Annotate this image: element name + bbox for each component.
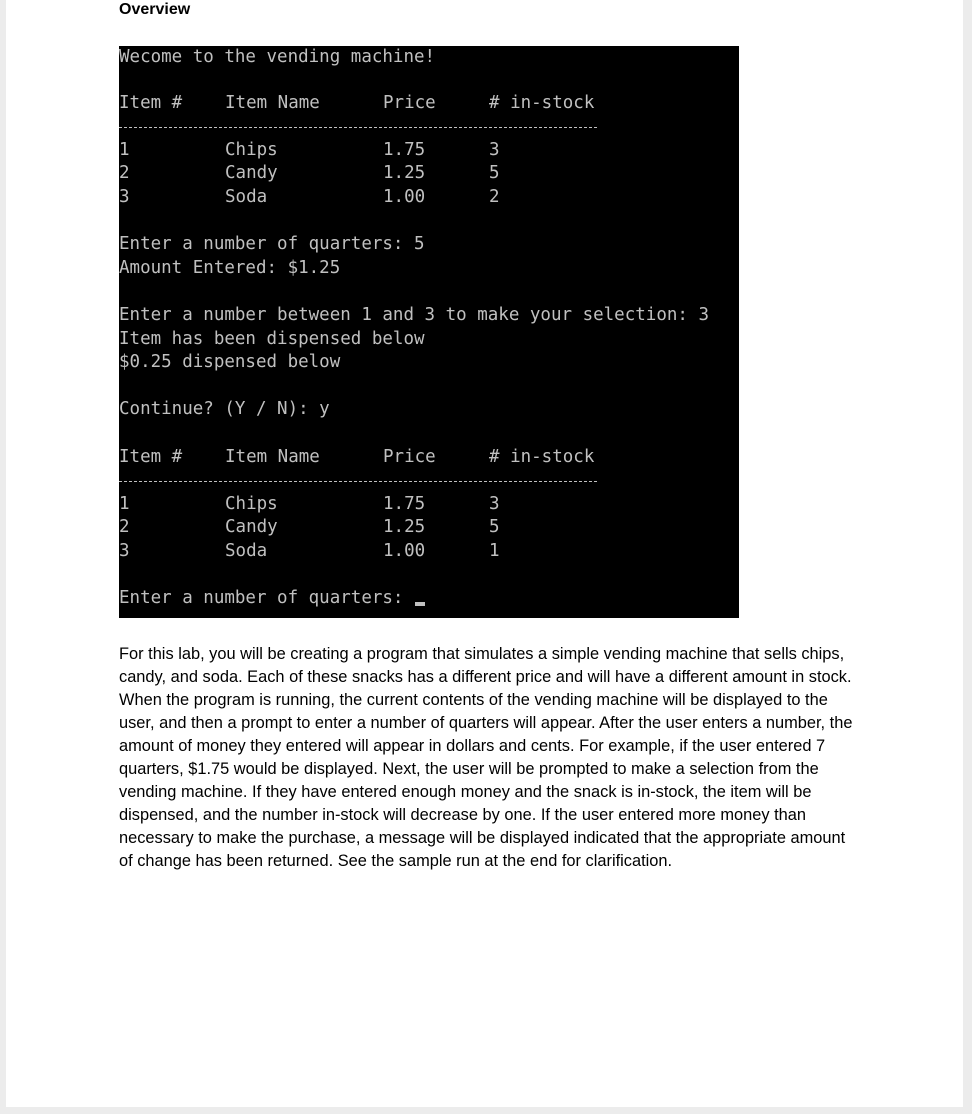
table-cell: 2	[119, 517, 130, 537]
table-cell: Chips	[225, 494, 278, 514]
table-cell: 1.75	[383, 140, 426, 160]
document-page	[6, 0, 963, 1107]
table-cell: 5	[489, 163, 500, 183]
header-item-number: Item #	[119, 447, 183, 467]
cursor-icon	[415, 602, 425, 606]
header-item-name: Item Name	[225, 447, 320, 467]
final-prompt-text: Enter a number of quarters:	[119, 588, 404, 608]
header-in-stock: # in-stock	[489, 93, 595, 113]
table-cell: 1.00	[383, 541, 426, 561]
table-cell: 1.00	[383, 187, 426, 207]
table-cell: 1.25	[383, 163, 426, 183]
table-cell: 1.25	[383, 517, 426, 537]
table-cell: Soda	[225, 187, 268, 207]
table-separator	[119, 481, 597, 482]
table-cell: 1	[119, 494, 130, 514]
section-heading: Overview	[119, 1, 191, 18]
header-item-name: Item Name	[225, 93, 320, 113]
header-price: Price	[383, 93, 436, 113]
table-cell: 1	[119, 140, 130, 160]
table-cell: 3	[119, 187, 130, 207]
table-cell: 2	[489, 187, 500, 207]
amount-entered-line: Amount Entered: $1.25	[119, 258, 341, 278]
table-cell: 1	[489, 541, 500, 561]
table-cell: Chips	[225, 140, 278, 160]
dispensed-line: Item has been dispensed below	[119, 329, 425, 349]
final-prompt-line	[119, 587, 425, 610]
header-item-number: Item #	[119, 93, 183, 113]
table-cell: 3	[489, 140, 500, 160]
table-cell: 3	[489, 494, 500, 514]
change-dispensed-line: $0.25 dispensed below	[119, 352, 341, 372]
table-cell: 1.75	[383, 494, 426, 514]
table-cell: Candy	[225, 517, 278, 537]
welcome-line: Wecome to the vending machine!	[119, 47, 436, 67]
quarters-prompt-line: Enter a number of quarters: 5	[119, 234, 425, 254]
header-in-stock: # in-stock	[489, 447, 595, 467]
console-screenshot	[119, 46, 739, 618]
selection-prompt-line: Enter a number between 1 and 3 to make your selection: 3	[119, 305, 710, 325]
table-separator	[119, 127, 597, 128]
table-cell: 5	[489, 517, 500, 537]
table-cell: Soda	[225, 541, 268, 561]
header-price: Price	[383, 447, 436, 467]
description-paragraph: For this lab, you will be creating a program that simulates a simple vending machine that sells chips, candy, and soda. Each of these snacks has a different price and will have a different amount in stock. When the program is running, the current contents of the vending machine will be displayed to the user, and then a prompt to enter a number of quarters will appear. After the user enters a number, the amount of money they entered will appear in dollars and cents. For example, if the user entered 7 quarters, $1.75 would be displayed. Next, the user will be prompted to make a selection from the vending machine. If they have entered enough money and the snack is in-stock, the item will be dispensed, and the number in-stock will decrease by one. If the user entered more money than necessary to make the purchase, a message will be displayed indicated that the appropriate amount of change has been returned. See the sample run at the end for clarification.	[119, 645, 853, 870]
table-cell: 3	[119, 541, 130, 561]
continue-prompt-line: Continue? (Y / N): y	[119, 399, 330, 419]
table-cell: Candy	[225, 163, 278, 183]
table-cell: 2	[119, 163, 130, 183]
